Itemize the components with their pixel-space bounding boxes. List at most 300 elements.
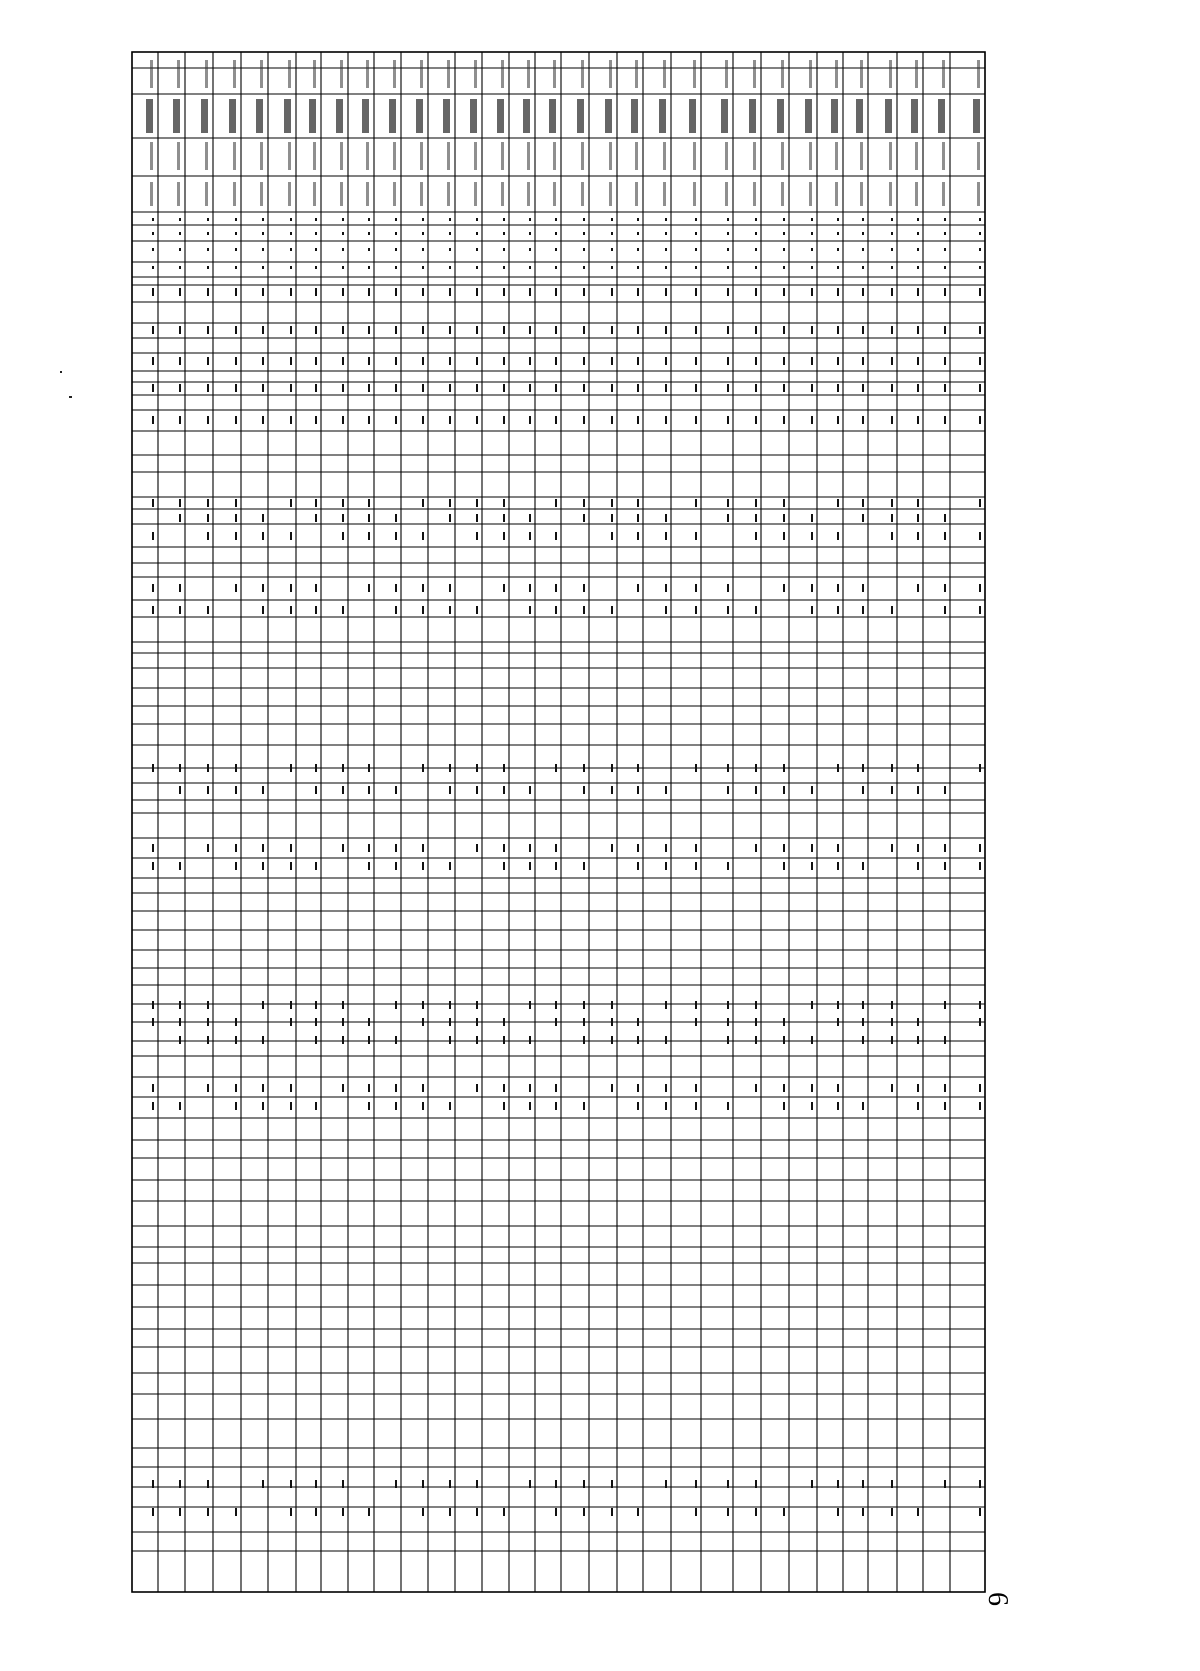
cell-value-fragment	[811, 1036, 813, 1044]
header-text-fragment	[942, 142, 945, 170]
cell-value-fragment	[891, 532, 893, 540]
cell-value-fragment	[944, 786, 946, 794]
cell-value-fragment	[783, 584, 785, 592]
cell-value-fragment	[449, 764, 451, 772]
cell-value-fragment	[152, 384, 154, 392]
cell-value-fragment	[262, 1001, 264, 1009]
cell-value-fragment	[944, 357, 946, 365]
cell-value-fragment	[290, 1508, 292, 1516]
cell-value-fragment	[529, 786, 531, 794]
cell-value-fragment	[235, 218, 237, 221]
cell-value-fragment	[503, 266, 505, 269]
cell-value-fragment	[944, 248, 946, 251]
header-text-fragment	[663, 60, 666, 88]
cell-value-fragment	[315, 499, 317, 507]
header-text-fragment	[260, 60, 263, 88]
cell-value-fragment	[422, 232, 424, 235]
cell-value-fragment	[611, 1036, 613, 1044]
cell-value-fragment	[583, 266, 585, 269]
cell-value-fragment	[665, 514, 667, 522]
cell-value-fragment	[917, 416, 919, 424]
cell-value-fragment	[637, 844, 639, 852]
cell-value-fragment	[611, 1480, 613, 1488]
cell-value-fragment	[727, 326, 729, 334]
header-text-fragment	[635, 60, 638, 88]
cell-value-fragment	[755, 384, 757, 392]
header-text-fragment	[831, 99, 838, 133]
cell-value-fragment	[262, 1084, 264, 1092]
cell-value-fragment	[503, 786, 505, 794]
cell-value-fragment	[315, 1036, 317, 1044]
cell-value-fragment	[811, 288, 813, 296]
header-text-fragment	[581, 60, 584, 88]
cell-value-fragment	[755, 232, 757, 235]
header-text-fragment	[809, 182, 812, 206]
header-text-fragment	[288, 182, 291, 206]
cell-value-fragment	[422, 266, 424, 269]
cell-value-fragment	[555, 862, 557, 870]
cell-value-fragment	[783, 1102, 785, 1110]
cell-value-fragment	[979, 1508, 981, 1516]
cell-value-fragment	[979, 764, 981, 772]
cell-value-fragment	[979, 532, 981, 540]
cell-value-fragment	[235, 384, 237, 392]
cell-value-fragment	[315, 1001, 317, 1009]
cell-value-fragment	[944, 606, 946, 614]
cell-value-fragment	[837, 844, 839, 852]
header-text-fragment	[233, 60, 236, 88]
cell-value-fragment	[529, 1102, 531, 1110]
cell-value-fragment	[529, 232, 531, 235]
cell-value-fragment	[207, 1480, 209, 1488]
cell-value-fragment	[583, 326, 585, 334]
cell-value-fragment	[891, 1480, 893, 1488]
cell-value-fragment	[695, 1102, 697, 1110]
cell-value-fragment	[979, 1102, 981, 1110]
cell-value-fragment	[695, 844, 697, 852]
cell-value-fragment	[637, 499, 639, 507]
cell-value-fragment	[665, 1084, 667, 1092]
cell-value-fragment	[611, 1018, 613, 1026]
cell-value-fragment	[555, 326, 557, 334]
cell-value-fragment	[152, 416, 154, 424]
cell-value-fragment	[395, 1102, 397, 1110]
cell-value-fragment	[695, 1480, 697, 1488]
cell-value-fragment	[891, 266, 893, 269]
cell-value-fragment	[862, 326, 864, 334]
cell-value-fragment	[611, 499, 613, 507]
cell-value-fragment	[422, 584, 424, 592]
cell-value-fragment	[503, 384, 505, 392]
cell-value-fragment	[235, 584, 237, 592]
header-text-fragment	[474, 60, 477, 88]
cell-value-fragment	[235, 862, 237, 870]
header-text-fragment	[553, 182, 556, 206]
cell-value-fragment	[979, 499, 981, 507]
header-text-fragment	[309, 99, 316, 133]
cell-value-fragment	[862, 384, 864, 392]
cell-value-fragment	[637, 786, 639, 794]
cell-value-fragment	[917, 584, 919, 592]
cell-value-fragment	[262, 248, 264, 251]
cell-value-fragment	[755, 416, 757, 424]
cell-value-fragment	[449, 248, 451, 251]
cell-value-fragment	[395, 326, 397, 334]
header-text-fragment	[693, 60, 696, 88]
cell-value-fragment	[235, 499, 237, 507]
cell-value-fragment	[262, 606, 264, 614]
cell-value-fragment	[529, 584, 531, 592]
cell-value-fragment	[207, 1018, 209, 1026]
cell-value-fragment	[665, 288, 667, 296]
cell-value-fragment	[235, 1508, 237, 1516]
cell-value-fragment	[637, 532, 639, 540]
cell-value-fragment	[811, 844, 813, 852]
cell-value-fragment	[783, 1084, 785, 1092]
cell-value-fragment	[207, 218, 209, 221]
cell-value-fragment	[755, 288, 757, 296]
cell-value-fragment	[342, 606, 344, 614]
cell-value-fragment	[315, 1102, 317, 1110]
cell-value-fragment	[891, 1036, 893, 1044]
header-text-fragment	[609, 142, 612, 170]
cell-value-fragment	[179, 584, 181, 592]
cell-value-fragment	[235, 1102, 237, 1110]
cell-value-fragment	[637, 218, 639, 221]
cell-value-fragment	[476, 1018, 478, 1026]
cell-value-fragment	[727, 862, 729, 870]
cell-value-fragment	[862, 288, 864, 296]
header-text-fragment	[856, 99, 863, 133]
header-text-fragment	[340, 60, 343, 88]
cell-value-fragment	[368, 499, 370, 507]
cell-value-fragment	[476, 844, 478, 852]
cell-value-fragment	[476, 1001, 478, 1009]
cell-value-fragment	[917, 1018, 919, 1026]
cell-value-fragment	[315, 218, 317, 221]
cell-value-fragment	[476, 499, 478, 507]
cell-value-fragment	[665, 862, 667, 870]
cell-value-fragment	[235, 248, 237, 251]
cell-value-fragment	[262, 1480, 264, 1488]
cell-value-fragment	[727, 499, 729, 507]
cell-value-fragment	[611, 326, 613, 334]
cell-value-fragment	[555, 1001, 557, 1009]
cell-value-fragment	[917, 357, 919, 365]
cell-value-fragment	[342, 326, 344, 334]
cell-value-fragment	[235, 844, 237, 852]
cell-value-fragment	[862, 266, 864, 269]
cell-value-fragment	[665, 584, 667, 592]
cell-value-fragment	[891, 514, 893, 522]
cell-value-fragment	[503, 1018, 505, 1026]
cell-value-fragment	[449, 218, 451, 221]
header-text-fragment	[753, 142, 756, 170]
cell-value-fragment	[290, 288, 292, 296]
cell-value-fragment	[555, 584, 557, 592]
cell-value-fragment	[290, 606, 292, 614]
header-text-fragment	[313, 60, 316, 88]
cell-value-fragment	[979, 248, 981, 251]
cell-value-fragment	[235, 764, 237, 772]
cell-value-fragment	[611, 416, 613, 424]
cell-value-fragment	[207, 764, 209, 772]
cell-value-fragment	[837, 326, 839, 334]
cell-value-fragment	[755, 499, 757, 507]
cell-value-fragment	[727, 1036, 729, 1044]
cell-value-fragment	[583, 862, 585, 870]
cell-value-fragment	[917, 764, 919, 772]
cell-value-fragment	[944, 1084, 946, 1092]
cell-value-fragment	[207, 248, 209, 251]
cell-value-fragment	[555, 1018, 557, 1026]
cell-value-fragment	[727, 584, 729, 592]
cell-value-fragment	[342, 532, 344, 540]
cell-value-fragment	[637, 384, 639, 392]
header-text-fragment	[938, 99, 945, 133]
cell-value-fragment	[342, 786, 344, 794]
cell-value-fragment	[476, 416, 478, 424]
cell-value-fragment	[891, 844, 893, 852]
cell-value-fragment	[755, 1480, 757, 1488]
cell-value-fragment	[395, 232, 397, 235]
cell-value-fragment	[944, 326, 946, 334]
cell-value-fragment	[755, 1018, 757, 1026]
cell-value-fragment	[368, 416, 370, 424]
cell-value-fragment	[727, 1018, 729, 1026]
page-number: 6	[982, 1592, 1013, 1606]
cell-value-fragment	[235, 288, 237, 296]
cell-value-fragment	[529, 218, 531, 221]
cell-value-fragment	[529, 266, 531, 269]
header-text-fragment	[501, 182, 504, 206]
cell-value-fragment	[476, 288, 478, 296]
cell-value-fragment	[342, 514, 344, 522]
cell-value-fragment	[262, 357, 264, 365]
cell-value-fragment	[665, 844, 667, 852]
header-text-fragment	[753, 182, 756, 206]
cell-value-fragment	[315, 232, 317, 235]
cell-value-fragment	[368, 1018, 370, 1026]
cell-value-fragment	[695, 1001, 697, 1009]
cell-value-fragment	[290, 326, 292, 334]
cell-value-fragment	[755, 786, 757, 794]
cell-value-fragment	[449, 1508, 451, 1516]
cell-value-fragment	[152, 218, 154, 221]
header-text-fragment	[501, 60, 504, 88]
cell-value-fragment	[235, 1084, 237, 1092]
cell-value-fragment	[235, 1036, 237, 1044]
header-text-fragment	[393, 182, 396, 206]
cell-value-fragment	[342, 764, 344, 772]
cell-value-fragment	[917, 384, 919, 392]
cell-value-fragment	[665, 357, 667, 365]
cell-value-fragment	[179, 357, 181, 365]
scan-speck	[60, 371, 62, 373]
cell-value-fragment	[979, 606, 981, 614]
cell-value-fragment	[611, 764, 613, 772]
cell-value-fragment	[979, 862, 981, 870]
cell-value-fragment	[583, 514, 585, 522]
cell-value-fragment	[368, 1036, 370, 1044]
cell-value-fragment	[179, 514, 181, 522]
cell-value-fragment	[783, 514, 785, 522]
header-text-fragment	[553, 142, 556, 170]
cell-value-fragment	[476, 1084, 478, 1092]
cell-value-fragment	[862, 1508, 864, 1516]
cell-value-fragment	[665, 606, 667, 614]
cell-value-fragment	[583, 357, 585, 365]
header-text-fragment	[336, 99, 343, 133]
cell-value-fragment	[783, 288, 785, 296]
cell-value-fragment	[783, 1036, 785, 1044]
cell-value-fragment	[665, 266, 667, 269]
cell-value-fragment	[755, 1508, 757, 1516]
header-text-fragment	[474, 142, 477, 170]
cell-value-fragment	[529, 844, 531, 852]
header-text-fragment	[942, 182, 945, 206]
header-text-fragment	[260, 182, 263, 206]
cell-value-fragment	[235, 532, 237, 540]
cell-value-fragment	[342, 1508, 344, 1516]
cell-value-fragment	[611, 606, 613, 614]
cell-value-fragment	[979, 266, 981, 269]
cell-value-fragment	[207, 266, 209, 269]
cell-value-fragment	[862, 606, 864, 614]
cell-value-fragment	[755, 532, 757, 540]
cell-value-fragment	[555, 357, 557, 365]
cell-value-fragment	[422, 218, 424, 221]
cell-value-fragment	[979, 384, 981, 392]
cell-value-fragment	[811, 786, 813, 794]
cell-value-fragment	[665, 326, 667, 334]
cell-value-fragment	[262, 326, 264, 334]
cell-value-fragment	[637, 764, 639, 772]
cell-value-fragment	[290, 384, 292, 392]
cell-value-fragment	[755, 266, 757, 269]
cell-value-fragment	[755, 764, 757, 772]
cell-value-fragment	[783, 786, 785, 794]
cell-value-fragment	[917, 326, 919, 334]
header-text-fragment	[805, 99, 812, 133]
cell-value-fragment	[917, 1508, 919, 1516]
cell-value-fragment	[262, 786, 264, 794]
header-text-fragment	[549, 99, 556, 133]
cell-value-fragment	[837, 384, 839, 392]
cell-value-fragment	[503, 514, 505, 522]
cell-value-fragment	[611, 232, 613, 235]
cell-value-fragment	[837, 1001, 839, 1009]
cell-value-fragment	[637, 1084, 639, 1092]
header-text-fragment	[205, 60, 208, 88]
header-text-fragment	[781, 60, 784, 88]
cell-value-fragment	[315, 1480, 317, 1488]
cell-value-fragment	[891, 1508, 893, 1516]
cell-value-fragment	[207, 844, 209, 852]
cell-value-fragment	[695, 499, 697, 507]
cell-value-fragment	[262, 218, 264, 221]
cell-value-fragment	[837, 266, 839, 269]
cell-value-fragment	[695, 288, 697, 296]
header-text-fragment	[835, 60, 838, 88]
cell-value-fragment	[891, 786, 893, 794]
cell-value-fragment	[583, 584, 585, 592]
cell-value-fragment	[555, 384, 557, 392]
cell-value-fragment	[476, 786, 478, 794]
cell-value-fragment	[179, 764, 181, 772]
cell-value-fragment	[917, 514, 919, 522]
cell-value-fragment	[395, 218, 397, 221]
cell-value-fragment	[837, 532, 839, 540]
cell-value-fragment	[503, 218, 505, 221]
cell-value-fragment	[555, 532, 557, 540]
cell-value-fragment	[368, 218, 370, 221]
cell-value-fragment	[395, 786, 397, 794]
cell-value-fragment	[583, 416, 585, 424]
cell-value-fragment	[837, 357, 839, 365]
cell-value-fragment	[449, 416, 451, 424]
cell-value-fragment	[755, 514, 757, 522]
cell-value-fragment	[449, 786, 451, 794]
header-text-fragment	[447, 142, 450, 170]
header-text-fragment	[366, 142, 369, 170]
cell-value-fragment	[811, 1102, 813, 1110]
cell-value-fragment	[727, 218, 729, 221]
cell-value-fragment	[755, 1084, 757, 1092]
cell-value-fragment	[422, 499, 424, 507]
cell-value-fragment	[583, 232, 585, 235]
cell-value-fragment	[837, 248, 839, 251]
cell-value-fragment	[837, 1508, 839, 1516]
cell-value-fragment	[152, 499, 154, 507]
cell-value-fragment	[979, 1018, 981, 1026]
cell-value-fragment	[152, 862, 154, 870]
header-text-fragment	[889, 182, 892, 206]
cell-value-fragment	[665, 1036, 667, 1044]
cell-value-fragment	[235, 514, 237, 522]
cell-value-fragment	[837, 584, 839, 592]
cell-value-fragment	[783, 416, 785, 424]
cell-value-fragment	[342, 266, 344, 269]
cell-value-fragment	[207, 532, 209, 540]
cell-value-fragment	[207, 326, 209, 334]
cell-value-fragment	[262, 862, 264, 870]
cell-value-fragment	[611, 384, 613, 392]
header-text-fragment	[635, 142, 638, 170]
cell-value-fragment	[695, 218, 697, 221]
header-text-fragment	[389, 99, 396, 133]
cell-value-fragment	[262, 584, 264, 592]
cell-value-fragment	[179, 1102, 181, 1110]
cell-value-fragment	[235, 266, 237, 269]
cell-value-fragment	[811, 532, 813, 540]
cell-value-fragment	[368, 514, 370, 522]
cell-value-fragment	[783, 384, 785, 392]
header-text-fragment	[577, 99, 584, 133]
cell-value-fragment	[395, 532, 397, 540]
cell-value-fragment	[695, 584, 697, 592]
cell-value-fragment	[152, 1084, 154, 1092]
cell-value-fragment	[422, 416, 424, 424]
cell-value-fragment	[811, 416, 813, 424]
cell-value-fragment	[637, 248, 639, 251]
cell-value-fragment	[290, 248, 292, 251]
header-text-fragment	[288, 60, 291, 88]
cell-value-fragment	[837, 1102, 839, 1110]
cell-value-fragment	[837, 288, 839, 296]
cell-value-fragment	[637, 416, 639, 424]
cell-value-fragment	[179, 1480, 181, 1488]
